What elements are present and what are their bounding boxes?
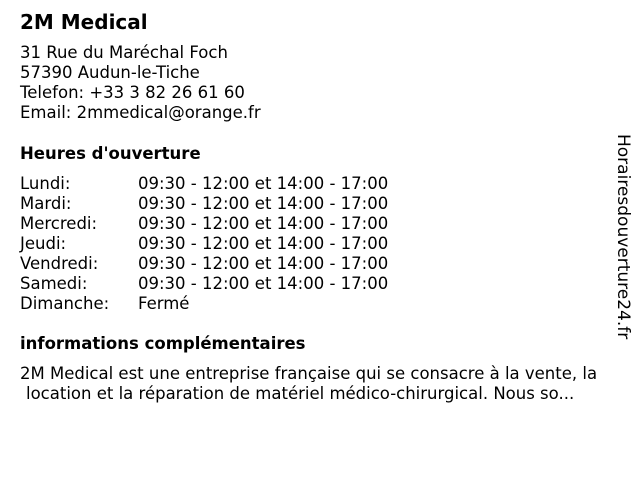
hours-day: Vendredi:: [20, 254, 99, 273]
hours-day: Mardi:: [20, 194, 72, 213]
address-city: 57390 Audun-le-Tiche: [20, 63, 200, 82]
hours-time: 09:30 - 12:00 et 14:00 - 17:00: [138, 234, 389, 253]
hours-time: 09:30 - 12:00 et 14:00 - 17:00: [138, 274, 389, 293]
business-name: 2M Medical: [20, 10, 148, 34]
hours-row-friday: [20, 254, 388, 274]
hours-row-thursday: [20, 234, 388, 254]
hours-table: [20, 174, 388, 314]
hours-time: 09:30 - 12:00 et 14:00 - 17:00: [138, 254, 389, 273]
hours-time: 09:30 - 12:00 et 14:00 - 17:00: [138, 174, 389, 193]
hours-time: 09:30 - 12:00 et 14:00 - 17:00: [138, 214, 389, 233]
hours-day: Lundi:: [20, 174, 71, 193]
phone-number[interactable]: Telefon: +33 3 82 26 61 60: [20, 83, 245, 102]
hours-day: Mercredi:: [20, 214, 98, 233]
hours-row-monday: [20, 174, 388, 194]
address-street: 31 Rue du Maréchal Foch: [20, 43, 228, 62]
business-description: [20, 364, 630, 404]
hours-time: 09:30 - 12:00 et 14:00 - 17:00: [138, 194, 389, 213]
contact-block: [20, 43, 261, 123]
description-line-1: 2M Medical est une entreprise française qui se consacre à la vente, la: [20, 364, 598, 383]
hours-row-saturday: [20, 274, 388, 294]
hours-row-wednesday: [20, 214, 388, 234]
site-watermark: Horairesdouverture24.fr: [613, 134, 633, 340]
hours-day: Samedi:: [20, 274, 88, 293]
hours-day: Jeudi:: [20, 234, 67, 253]
description-line-2: location et la réparation de matériel médico-chirurgical. Nous so...: [26, 384, 575, 403]
hours-day: Dimanche:: [20, 294, 110, 313]
hours-heading: Heures d'ouverture: [20, 144, 201, 163]
email-address[interactable]: Email: 2mmedical@orange.fr: [20, 103, 261, 122]
hours-time: Fermé: [138, 294, 190, 313]
hours-row-sunday: [20, 294, 388, 314]
hours-row-tuesday: [20, 194, 388, 214]
info-heading: informations complémentaires: [20, 334, 306, 353]
